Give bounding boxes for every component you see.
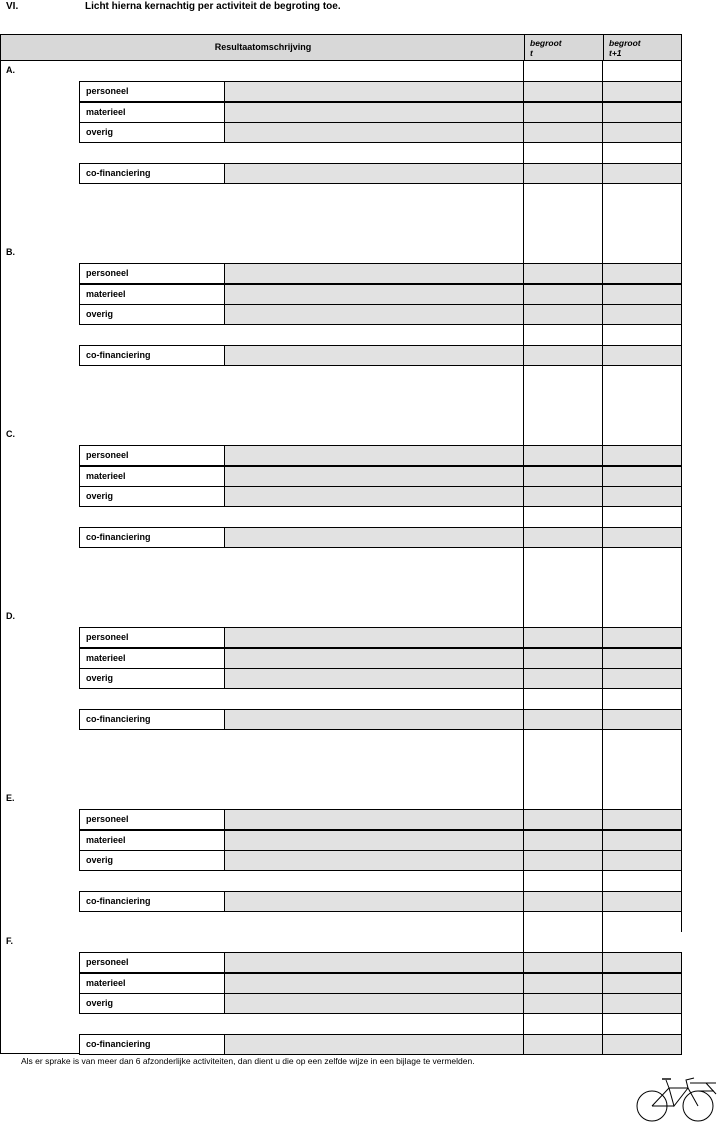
- other-row-label: overig: [79, 850, 225, 871]
- header-budget-t: begroot t: [530, 38, 562, 58]
- personnel-row-budget-t1-field[interactable]: [603, 809, 682, 830]
- cofinancing-row-description-field[interactable]: [225, 163, 524, 184]
- header-budget-t1: begroot t+1: [609, 38, 641, 58]
- other-row-label: overig: [79, 486, 225, 507]
- other-row-budget-t-field[interactable]: [524, 486, 603, 507]
- personnel-row-budget-t1-field[interactable]: [603, 445, 682, 466]
- activity-label: D.: [6, 611, 15, 621]
- header-result-description: Resultaatomschrijving: [214, 42, 312, 52]
- cofinancing-row-budget-t-field[interactable]: [524, 345, 603, 366]
- other-row-budget-t1-field[interactable]: [603, 304, 682, 325]
- personnel-row-budget-t-field[interactable]: [524, 445, 603, 466]
- other-row-description-field[interactable]: [225, 486, 524, 507]
- material-row-description-field[interactable]: [225, 973, 524, 994]
- other-row-label: overig: [79, 304, 225, 325]
- other-row-budget-t-field[interactable]: [524, 304, 603, 325]
- personnel-row-budget-t-field[interactable]: [524, 627, 603, 648]
- material-row-label: materieel: [79, 466, 225, 487]
- other-row-budget-t-field[interactable]: [524, 122, 603, 143]
- personnel-row-description-field[interactable]: [225, 263, 524, 284]
- activity-label: E.: [6, 793, 15, 803]
- material-row-label: materieel: [79, 284, 225, 305]
- personnel-row-label: personeel: [79, 445, 225, 466]
- cofinancing-row-budget-t1-field[interactable]: [603, 1034, 682, 1055]
- personnel-row-label: personeel: [79, 81, 225, 102]
- cofinancing-row-label: co-financiering: [79, 527, 225, 548]
- other-row-description-field[interactable]: [225, 304, 524, 325]
- activity-label: C.: [6, 429, 15, 439]
- cofinancing-row-description-field[interactable]: [225, 709, 524, 730]
- other-row-budget-t1-field[interactable]: [603, 122, 682, 143]
- personnel-row-budget-t-field[interactable]: [524, 809, 603, 830]
- other-row-description-field[interactable]: [225, 668, 524, 689]
- personnel-row-budget-t-field[interactable]: [524, 81, 603, 102]
- section-number: VI.: [6, 1, 19, 12]
- material-row-label: materieel: [79, 102, 225, 123]
- section-instruction: Licht hierna kernachtig per activiteit de begroting toe.: [85, 1, 341, 12]
- footnote: Als er sprake is van meer dan 6 afzonderlijke activiteiten, dan dient u die op een zelfde wijze in een bijlage te vermelden.: [21, 1056, 475, 1066]
- material-row-budget-t-field[interactable]: [524, 466, 603, 487]
- material-row-budget-t-field[interactable]: [524, 284, 603, 305]
- other-row-label: overig: [79, 122, 225, 143]
- material-row-label: materieel: [79, 973, 225, 994]
- cofinancing-row-description-field[interactable]: [225, 1034, 524, 1055]
- personnel-row-description-field[interactable]: [225, 627, 524, 648]
- table-header: [0, 34, 682, 61]
- cofinancing-row-budget-t1-field[interactable]: [603, 527, 682, 548]
- personnel-row-budget-t1-field[interactable]: [603, 81, 682, 102]
- cofinancing-row-label: co-financiering: [79, 345, 225, 366]
- material-row-description-field[interactable]: [225, 466, 524, 487]
- other-row-description-field[interactable]: [225, 122, 524, 143]
- other-row-label: overig: [79, 993, 225, 1014]
- personnel-row-budget-t1-field[interactable]: [603, 627, 682, 648]
- material-row-budget-t1-field[interactable]: [603, 466, 682, 487]
- personnel-row-budget-t-field[interactable]: [524, 952, 603, 973]
- material-row-description-field[interactable]: [225, 648, 524, 669]
- cofinancing-row-budget-t1-field[interactable]: [603, 163, 682, 184]
- material-row-budget-t-field[interactable]: [524, 102, 603, 123]
- cofinancing-row-budget-t-field[interactable]: [524, 163, 603, 184]
- cofinancing-row-budget-t1-field[interactable]: [603, 891, 682, 912]
- cofinancing-row-budget-t-field[interactable]: [524, 891, 603, 912]
- other-row-budget-t-field[interactable]: [524, 850, 603, 871]
- personnel-row-budget-t1-field[interactable]: [603, 263, 682, 284]
- material-row-description-field[interactable]: [225, 830, 524, 851]
- other-row-budget-t1-field[interactable]: [603, 993, 682, 1014]
- activity-label: A.: [6, 65, 15, 75]
- material-row-budget-t-field[interactable]: [524, 648, 603, 669]
- personnel-row-label: personeel: [79, 809, 225, 830]
- material-row-label: materieel: [79, 830, 225, 851]
- cofinancing-row-budget-t-field[interactable]: [524, 527, 603, 548]
- other-row-label: overig: [79, 668, 225, 689]
- other-row-budget-t1-field[interactable]: [603, 850, 682, 871]
- personnel-row-label: personeel: [79, 952, 225, 973]
- material-row-label: materieel: [79, 648, 225, 669]
- cofinancing-row-label: co-financiering: [79, 163, 225, 184]
- personnel-row-budget-t-field[interactable]: [524, 263, 603, 284]
- personnel-row-description-field[interactable]: [225, 81, 524, 102]
- cofinancing-row-label: co-financiering: [79, 891, 225, 912]
- personnel-row-description-field[interactable]: [225, 809, 524, 830]
- material-row-budget-t-field[interactable]: [524, 830, 603, 851]
- cofinancing-row-budget-t1-field[interactable]: [603, 709, 682, 730]
- cofinancing-row-budget-t-field[interactable]: [524, 709, 603, 730]
- material-row-budget-t1-field[interactable]: [603, 284, 682, 305]
- cofinancing-row-description-field[interactable]: [225, 345, 524, 366]
- other-row-budget-t-field[interactable]: [524, 668, 603, 689]
- personnel-row-budget-t1-field[interactable]: [603, 952, 682, 973]
- cofinancing-row-budget-t1-field[interactable]: [603, 345, 682, 366]
- personnel-row-description-field[interactable]: [225, 952, 524, 973]
- table-left-border: [0, 61, 1, 1054]
- other-row-description-field[interactable]: [225, 850, 524, 871]
- cofinancing-row-description-field[interactable]: [225, 891, 524, 912]
- other-row-budget-t1-field[interactable]: [603, 486, 682, 507]
- personnel-row-description-field[interactable]: [225, 445, 524, 466]
- material-row-budget-t1-field[interactable]: [603, 830, 682, 851]
- material-row-description-field[interactable]: [225, 284, 524, 305]
- bicycle-icon: [636, 1066, 718, 1129]
- other-row-budget-t-field[interactable]: [524, 993, 603, 1014]
- activity-label: B.: [6, 247, 15, 257]
- personnel-row-label: personeel: [79, 627, 225, 648]
- section-heading: [0, 0, 725, 16]
- personnel-row-label: personeel: [79, 263, 225, 284]
- cofinancing-row-label: co-financiering: [79, 1034, 225, 1055]
- other-row-description-field[interactable]: [225, 993, 524, 1014]
- material-row-budget-t1-field[interactable]: [603, 102, 682, 123]
- material-row-budget-t-field[interactable]: [524, 973, 603, 994]
- material-row-description-field[interactable]: [225, 102, 524, 123]
- activity-label: F.: [6, 936, 14, 946]
- cofinancing-row-label: co-financiering: [79, 709, 225, 730]
- material-row-budget-t1-field[interactable]: [603, 973, 682, 994]
- other-row-budget-t1-field[interactable]: [603, 668, 682, 689]
- cofinancing-row-description-field[interactable]: [225, 527, 524, 548]
- material-row-budget-t1-field[interactable]: [603, 648, 682, 669]
- cofinancing-row-budget-t-field[interactable]: [524, 1034, 603, 1055]
